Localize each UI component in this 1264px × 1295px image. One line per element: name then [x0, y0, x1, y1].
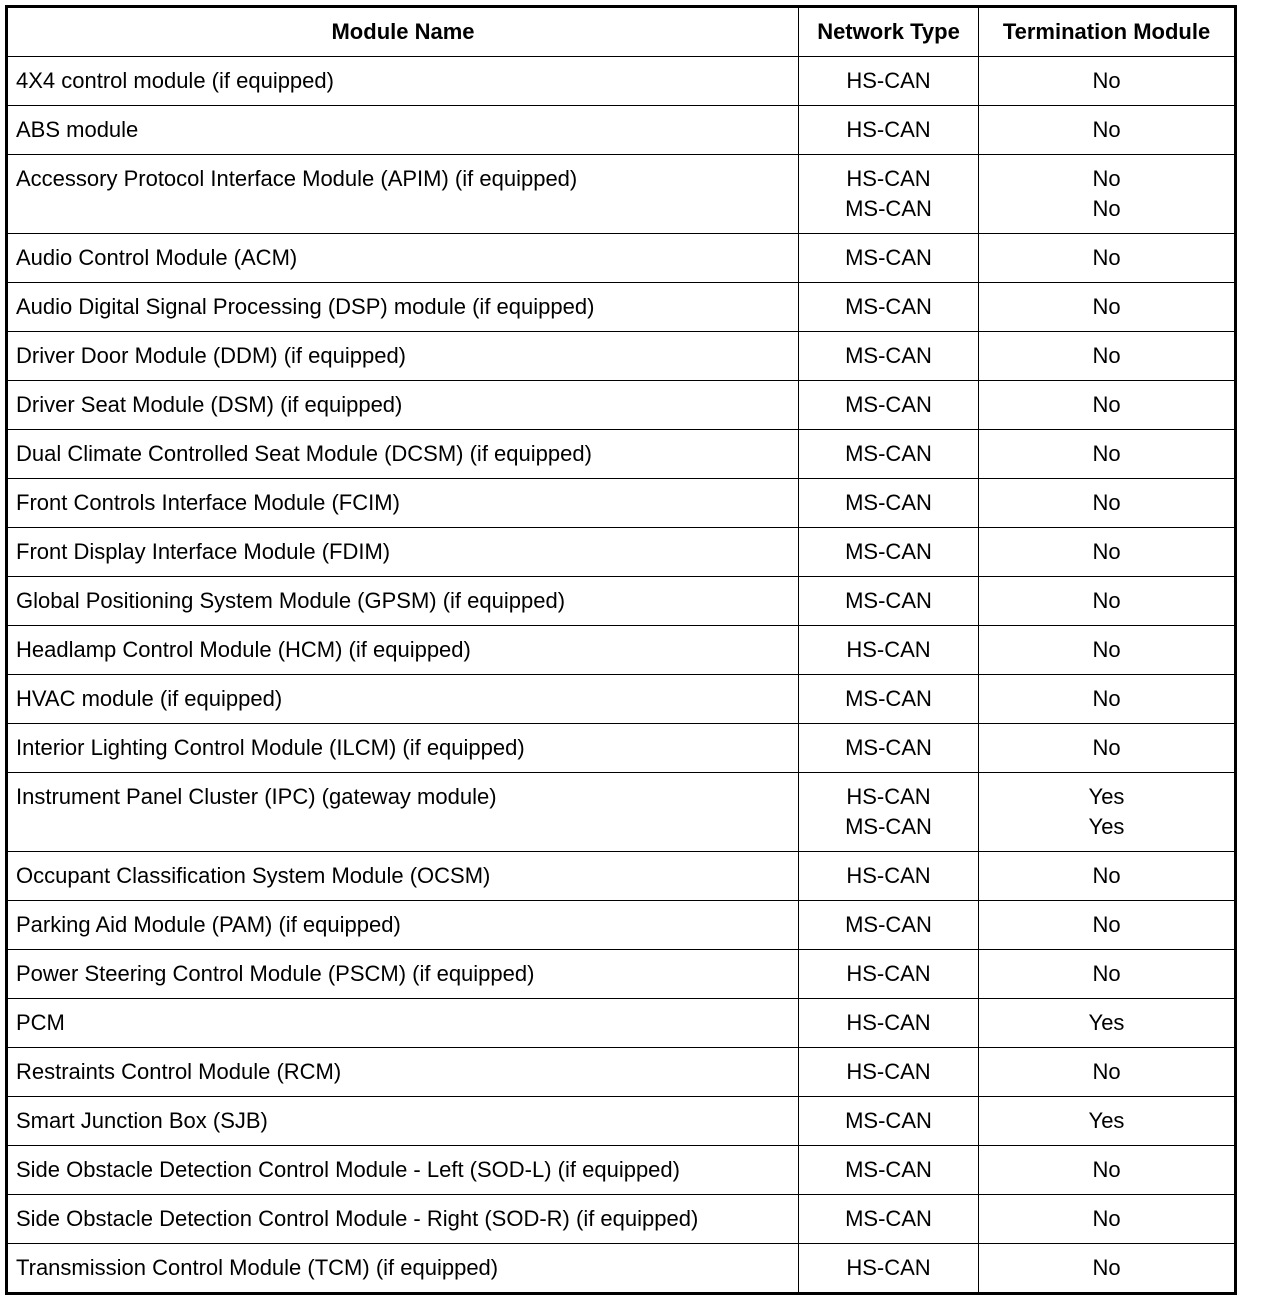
network-type-value: MS-CAN — [845, 1206, 932, 1231]
termination-module-cell — [979, 234, 1236, 283]
network-type-value: MS-CAN — [845, 490, 932, 515]
termination-value: No — [1092, 637, 1121, 662]
network-type-cell — [799, 724, 979, 773]
network-type-cell — [799, 999, 979, 1048]
termination-module-cell — [979, 155, 1236, 234]
termination-value: No — [1092, 245, 1121, 270]
header-termination-module: Termination Module — [979, 7, 1236, 57]
table-row — [7, 577, 1236, 626]
termination-value: No — [1092, 588, 1121, 613]
module-name-cell: Restraints Control Module (RCM) — [7, 1048, 799, 1097]
module-name-cell: Headlamp Control Module (HCM) (if equipped) — [7, 626, 799, 675]
termination-value: No — [1092, 294, 1121, 319]
network-type-cell — [799, 430, 979, 479]
termination-value: No — [1092, 961, 1121, 986]
termination-value: Yes — [1088, 1010, 1125, 1035]
termination-value: No — [1092, 392, 1121, 417]
network-type-value: MS-CAN — [845, 343, 932, 368]
termination-value: No — [1092, 863, 1121, 888]
network-type-cell — [799, 773, 979, 852]
table-row — [7, 852, 1236, 901]
header-network-type: Network Type — [799, 7, 979, 57]
module-name-cell: Audio Digital Signal Processing (DSP) module (if equipped) — [7, 283, 799, 332]
network-type-value: MS-CAN — [845, 539, 932, 564]
network-type-cell — [799, 528, 979, 577]
termination-module-cell — [979, 999, 1236, 1048]
network-type-value: HS-CAN — [846, 637, 931, 662]
termination-module-cell — [979, 852, 1236, 901]
module-name-cell: Parking Aid Module (PAM) (if equipped) — [7, 901, 799, 950]
module-name-cell: 4X4 control module (if equipped) — [7, 57, 799, 106]
module-name-cell: Accessory Protocol Interface Module (APIM) (if equipped) — [7, 155, 799, 234]
module-name-cell: Smart Junction Box (SJB) — [7, 1097, 799, 1146]
termination-value: No — [1092, 539, 1121, 564]
termination-value: No — [1092, 166, 1121, 191]
module-name-cell: Dual Climate Controlled Seat Module (DCSM) (if equipped) — [7, 430, 799, 479]
module-name-cell: Occupant Classification System Module (OCSM) — [7, 852, 799, 901]
table-row — [7, 773, 1236, 852]
network-type-value: MS-CAN — [845, 245, 932, 270]
table-row — [7, 479, 1236, 528]
termination-value: No — [1092, 68, 1121, 93]
termination-module-cell — [979, 1195, 1236, 1244]
termination-module-cell — [979, 675, 1236, 724]
network-type-cell — [799, 852, 979, 901]
table-row — [7, 1146, 1236, 1195]
network-type-cell — [799, 950, 979, 999]
termination-module-cell — [979, 381, 1236, 430]
network-type-cell — [799, 155, 979, 234]
termination-module-cell — [979, 332, 1236, 381]
table-body — [7, 57, 1236, 1294]
termination-value: No — [1092, 1059, 1121, 1084]
header-row — [7, 7, 1236, 57]
termination-module-cell — [979, 106, 1236, 155]
network-type-value: HS-CAN — [846, 166, 931, 191]
termination-module-cell — [979, 528, 1236, 577]
network-type-value: HS-CAN — [846, 1059, 931, 1084]
network-type-value: MS-CAN — [845, 912, 932, 937]
module-name-cell: Driver Door Module (DDM) (if equipped) — [7, 332, 799, 381]
network-type-value: MS-CAN — [845, 735, 932, 760]
termination-value: No — [1092, 490, 1121, 515]
network-type-cell — [799, 234, 979, 283]
termination-module-cell — [979, 773, 1236, 852]
termination-module-cell — [979, 626, 1236, 675]
network-type-cell — [799, 626, 979, 675]
network-type-value: MS-CAN — [845, 294, 932, 319]
network-type-value: HS-CAN — [846, 1255, 931, 1280]
header-module-name: Module Name — [7, 7, 799, 57]
termination-value: No — [1092, 686, 1121, 711]
module-name-cell: Side Obstacle Detection Control Module - Left (SOD-L) (if equipped) — [7, 1146, 799, 1195]
table-row — [7, 1048, 1236, 1097]
module-name-cell: Driver Seat Module (DSM) (if equipped) — [7, 381, 799, 430]
termination-module-cell — [979, 479, 1236, 528]
module-name-cell: Power Steering Control Module (PSCM) (if equipped) — [7, 950, 799, 999]
module-name-cell: HVAC module (if equipped) — [7, 675, 799, 724]
module-name-cell: PCM — [7, 999, 799, 1048]
termination-value: Yes — [1088, 1108, 1125, 1133]
network-type-cell — [799, 381, 979, 430]
network-type-value: HS-CAN — [846, 784, 931, 809]
termination-value: No — [1092, 196, 1121, 221]
table-row — [7, 430, 1236, 479]
termination-value: No — [1092, 1157, 1121, 1182]
table-row — [7, 1244, 1236, 1294]
network-type-cell — [799, 1146, 979, 1195]
network-type-cell — [799, 577, 979, 626]
network-type-cell — [799, 479, 979, 528]
termination-value: No — [1092, 912, 1121, 937]
network-type-cell — [799, 1048, 979, 1097]
network-type-value: MS-CAN — [845, 814, 932, 839]
module-network-table — [5, 5, 1237, 1295]
termination-value: No — [1092, 1206, 1121, 1231]
termination-module-cell — [979, 1048, 1236, 1097]
module-name-cell: Side Obstacle Detection Control Module - Right (SOD-R) (if equipped) — [7, 1195, 799, 1244]
termination-value: No — [1092, 343, 1121, 368]
network-type-cell — [799, 57, 979, 106]
network-type-value: MS-CAN — [845, 1108, 932, 1133]
network-type-value: HS-CAN — [846, 863, 931, 888]
table-row — [7, 528, 1236, 577]
table-row — [7, 57, 1236, 106]
termination-module-cell — [979, 950, 1236, 999]
termination-module-cell — [979, 1097, 1236, 1146]
network-type-value: HS-CAN — [846, 1010, 931, 1035]
network-type-cell — [799, 675, 979, 724]
termination-module-cell — [979, 57, 1236, 106]
module-name-cell: Audio Control Module (ACM) — [7, 234, 799, 283]
table-row — [7, 626, 1236, 675]
table-row — [7, 155, 1236, 234]
network-type-cell — [799, 901, 979, 950]
termination-module-cell — [979, 724, 1236, 773]
network-type-value: HS-CAN — [846, 961, 931, 986]
termination-module-cell — [979, 430, 1236, 479]
network-type-cell — [799, 1244, 979, 1294]
network-type-cell — [799, 332, 979, 381]
module-name-cell: ABS module — [7, 106, 799, 155]
module-name-cell: Instrument Panel Cluster (IPC) (gateway module) — [7, 773, 799, 852]
module-name-cell: Global Positioning System Module (GPSM) (if equipped) — [7, 577, 799, 626]
network-type-value: MS-CAN — [845, 441, 932, 466]
network-type-cell — [799, 106, 979, 155]
network-type-value: HS-CAN — [846, 68, 931, 93]
termination-value: Yes — [1088, 784, 1125, 809]
table-row — [7, 724, 1236, 773]
termination-module-cell — [979, 901, 1236, 950]
table-row — [7, 1195, 1236, 1244]
table-row — [7, 332, 1236, 381]
module-name-cell: Interior Lighting Control Module (ILCM) (if equipped) — [7, 724, 799, 773]
module-name-cell: Front Display Interface Module (FDIM) — [7, 528, 799, 577]
termination-module-cell — [979, 1146, 1236, 1195]
network-type-value: MS-CAN — [845, 686, 932, 711]
termination-value: No — [1092, 117, 1121, 142]
termination-module-cell — [979, 1244, 1236, 1294]
termination-value: No — [1092, 735, 1121, 760]
table-row — [7, 106, 1236, 155]
network-type-cell — [799, 283, 979, 332]
table-row — [7, 675, 1236, 724]
termination-value: Yes — [1088, 814, 1125, 839]
table-row — [7, 999, 1236, 1048]
table-row — [7, 950, 1236, 999]
termination-module-cell — [979, 577, 1236, 626]
network-type-cell — [799, 1195, 979, 1244]
network-type-value: MS-CAN — [845, 392, 932, 417]
module-name-cell: Front Controls Interface Module (FCIM) — [7, 479, 799, 528]
table-row — [7, 283, 1236, 332]
module-name-cell: Transmission Control Module (TCM) (if equipped) — [7, 1244, 799, 1294]
network-type-value: MS-CAN — [845, 588, 932, 613]
termination-value: No — [1092, 1255, 1121, 1280]
network-type-value: MS-CAN — [845, 196, 932, 221]
network-type-cell — [799, 1097, 979, 1146]
table-row — [7, 1097, 1236, 1146]
table-row — [7, 381, 1236, 430]
termination-module-cell — [979, 283, 1236, 332]
termination-value: No — [1092, 441, 1121, 466]
network-type-value: HS-CAN — [846, 117, 931, 142]
table-row — [7, 234, 1236, 283]
network-type-value: MS-CAN — [845, 1157, 932, 1182]
table-row — [7, 901, 1236, 950]
